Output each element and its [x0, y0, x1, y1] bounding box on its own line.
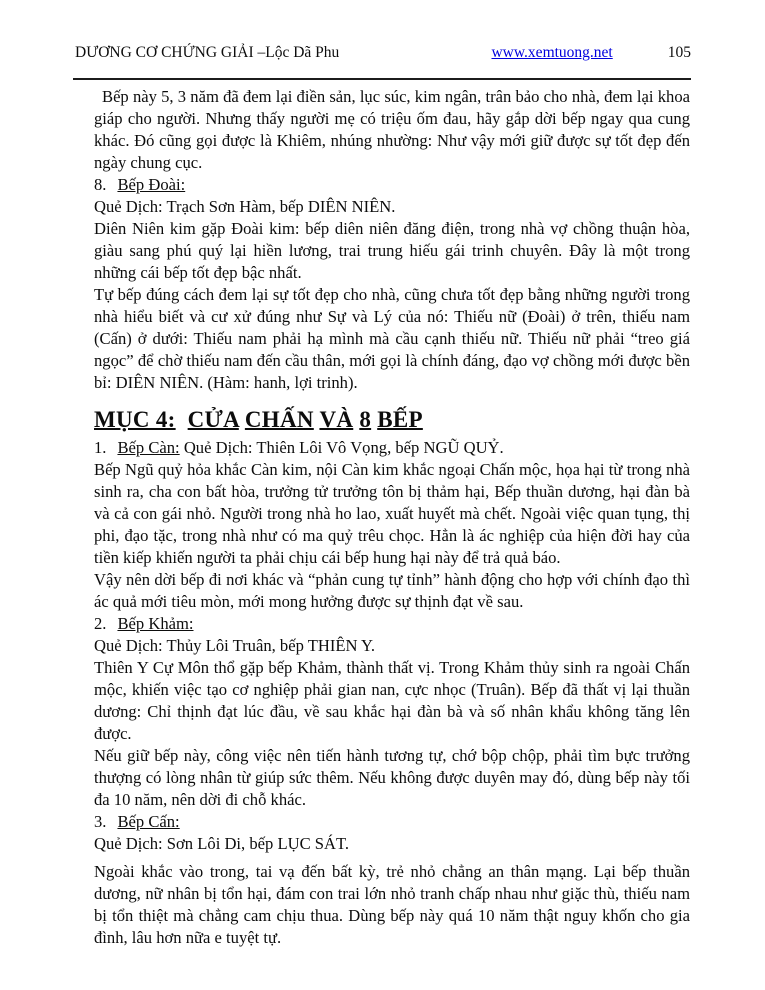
paragraph: Vậy nên dời bếp đi nơi khác và “phản cung tự tỉnh” hành động cho hợp với chính đạo thì ác quả mới tiêu mòn, mới mong hưởng được sự thịnh đạt về sau.: [94, 570, 690, 611]
page-number: 105: [667, 44, 691, 61]
paragraph: Quẻ Dịch: Trạch Sơn Hàm, bếp DIÊN NIÊN.: [94, 197, 396, 216]
list-item-number: 1.: [94, 438, 107, 457]
list-item-label: Bếp Càn:: [117, 438, 180, 457]
paragraph: Bếp Ngũ quỷ hỏa khắc Càn kim, nội Càn kim khắc ngoại Chấn mộc, họa hại từ trong nhà sinh ra, cha con bất hòa, trưởng tử trưởng tôn bị thảm hại, Bếp thuần dương, hại đàn bà và cả con gái nhỏ. Người trong nhà ho lao, xuất huyết mà chết. Ngoài việc quan tụng, thị phi, đạo tặc, trong nhà như có ma quỷ trêu chọc. Hẳn là ác nghiệp của hiện đời hay của tiền kiếp khiến người ta phải chịu cái bếp hung hại này để trả quả báo.: [94, 460, 690, 567]
paragraph: Tự bếp đúng cách đem lại sự tốt đẹp cho nhà, cũng chưa tốt đẹp bằng những người trong nhà hiểu biết và cư xử đúng như Sự và Lý của nó: Thiếu nữ (Đoài) ở trên, thiếu nam (Cấn) ở dưới: Thiếu nam phải hạ mình mà cầu cạnh thiếu nữ. Thiếu nữ phải “treo giá ngọc” để chờ thiếu nam đến cầu thân, mới gọi là chính đáng, đạo vợ chồng mới được bền bỉ: DIÊN NIÊN. (Hàm: hanh, lợi trinh).: [94, 285, 690, 392]
paragraph: Thiên Y Cự Môn thổ gặp bếp Khảm, thành thất vị. Trong Khảm thủy sinh ra ngoài Chấn mộc, khiến việc tạo cơ nghiệp phải gian nan, cực nhọc (Truân). Bếp đã thất vị lại thuần dương: Chỉ thịnh đạt lúc đầu, về sau khắc hại đàn bà và số nhân khẩu không tăng lên được.: [94, 658, 690, 743]
list-item: [94, 174, 690, 196]
header-divider: [73, 78, 691, 80]
list-item: [94, 811, 690, 833]
paragraph: Quẻ Dịch: Sơn Lôi Di, bếp LỤC SÁT.: [94, 834, 350, 853]
section-heading-label: MỤC 4:: [94, 407, 176, 432]
list-item: [94, 613, 690, 635]
header-title: DƯƠNG CƠ CHỨNG GIẢI –Lộc Dã Phu: [75, 44, 340, 61]
section-heading-word: VÀ: [319, 407, 354, 432]
list-item-label: Bếp Khảm:: [117, 614, 194, 633]
paragraph: Bếp này 5, 3 năm đã đem lại điền sản, lục súc, kim ngân, trân bảo cho nhà, đem lại khoa giáp cho người. Nhưng thấy người mẹ có triệu ốm đau, hãy gắp dời bếp ngay qua cung khác. Đó cũng gọi được là Khiêm, nhúng nhường: Như vậy mới giữ được sự tốt đẹp đến ngày chung cục.: [94, 87, 690, 172]
list-item-number: 2.: [94, 614, 107, 633]
paragraph: Nếu giữ bếp này, công việc nên tiến hành tương tự, chớ bộp chộp, phải tìm bực trưởng thượng có lòng nhân từ giúp sức thêm. Nếu không được duyên may đó, dùng bếp này tối đa 10 năm, nên dời đi chỗ khác.: [94, 746, 690, 809]
list-item: [94, 437, 690, 459]
list-item-label: Bếp Cấn:: [117, 812, 180, 831]
section-heading-word: BẾP: [377, 407, 423, 432]
list-item-number: 8.: [94, 175, 107, 194]
section-heading: [94, 405, 690, 434]
paragraph: Diên Niên kim gặp Đoài kim: bếp diên niên đăng điện, trong nhà vợ chồng thuận hòa, giàu sang phú quý lại hiền lương, trai trung hiếu gái trinh chuyên. Đây là một trong những cái bếp tốt đẹp bậc nhất.: [94, 219, 690, 282]
list-item-label: Bếp Đoài:: [117, 175, 186, 194]
paragraph: Ngoài khắc vào trong, tai vạ đến bất kỳ, trẻ nhỏ chẳng an thân mạng. Lại bếp thuần dương, nữ nhân bị tổn hại, đám con trai lớn nhỏ tranh chấp nhau như giặc thù, thiếu nam bị tổn thiệt mà chẳng cam chịu thua. Dùng bếp này quá 10 năm thật nguy khốn cho gia đình, lâu hơn nữa e tuyệt tự.: [94, 862, 690, 947]
page-header: [75, 44, 691, 62]
list-item-number: 3.: [94, 812, 107, 831]
website-link[interactable]: www.xemtuong.net: [491, 44, 613, 61]
section-heading-word: CỬA: [187, 407, 239, 432]
list-item-text: Quẻ Dịch: Thiên Lôi Vô Vọng, bếp NGŨ QUỶ.: [179, 438, 504, 457]
section-heading-word: 8: [359, 407, 372, 432]
section-heading-word: CHẤN: [244, 407, 314, 432]
paragraph: Quẻ Dịch: Thủy Lôi Truân, bếp THIÊN Y.: [94, 636, 376, 655]
content: [94, 86, 690, 949]
